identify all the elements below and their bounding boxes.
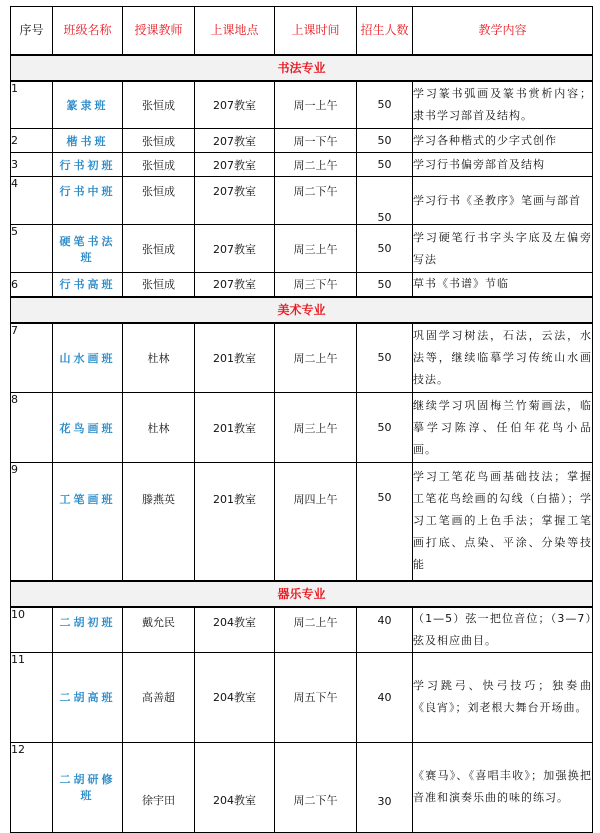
row-teacher: 张恒成: [123, 153, 195, 177]
row-class-name: 工笔画班: [53, 463, 123, 581]
row-teacher: 戴允民: [123, 607, 195, 653]
row-time: 周二上午: [275, 323, 357, 393]
section-row: [11, 581, 593, 607]
row-class-name: 行书中班: [53, 177, 123, 225]
row-location: 207教室: [195, 81, 275, 129]
row-time: 周二上午: [275, 153, 357, 177]
row-quota: 50: [357, 393, 413, 463]
section-title: 美术专业: [11, 297, 593, 323]
row-teacher: 杜林: [123, 323, 195, 393]
row-quota: 50: [357, 273, 413, 297]
row-location: 207教室: [195, 273, 275, 297]
row-time: 周一上午: [275, 81, 357, 129]
row-quota: 50: [357, 323, 413, 393]
row-content: 学习篆书弧画及篆书赏析内容；隶书学习部首及结构。: [413, 81, 593, 129]
row-quota: 50: [357, 129, 413, 153]
section-row: [11, 55, 593, 81]
row-class-name: 花鸟画班: [53, 393, 123, 463]
row-location: 207教室: [195, 225, 275, 273]
row-class-name: 行书高班: [53, 273, 123, 297]
row-teacher: 张恒成: [123, 81, 195, 129]
section-title: 器乐专业: [11, 581, 593, 607]
row-no: 4: [11, 177, 53, 225]
row-no: 6: [11, 273, 53, 297]
row-no: 11: [11, 652, 53, 742]
header-location: 上课地点: [195, 7, 275, 55]
row-content: （1—5）弦一把位音位；（3—7）弦及相应曲目。: [413, 607, 593, 653]
row-class-name: 二胡研修班: [53, 742, 123, 832]
section-row: [11, 297, 593, 323]
row-teacher: 杜林: [123, 393, 195, 463]
row-class-name: 楷书班: [53, 129, 123, 153]
row-location: 201教室: [195, 463, 275, 581]
row-no: 12: [11, 742, 53, 832]
header-class-name: 班级名称: [53, 7, 123, 55]
row-no: 5: [11, 225, 53, 273]
header-quota: 招生人数: [357, 7, 413, 55]
table-row: [11, 177, 593, 225]
row-content: 继续学习巩固梅兰竹菊画法，临摹学习陈淳、任伯年花鸟小品画。: [413, 393, 593, 463]
row-teacher: 高善超: [123, 652, 195, 742]
row-teacher: 滕燕英: [123, 463, 195, 581]
row-class-name: 硬笔书法班: [53, 225, 123, 273]
table-row: [11, 129, 593, 153]
row-class-name: 山水画班: [53, 323, 123, 393]
row-time: 周五下午: [275, 652, 357, 742]
row-content: 学习跳弓、快弓技巧；独奏曲《良宵》；刘老根大舞台开场曲。: [413, 652, 593, 742]
row-location: 201教室: [195, 323, 275, 393]
table-row: [11, 393, 593, 463]
row-class-name: 篆隶班: [53, 81, 123, 129]
header-teacher: 授课教师: [123, 7, 195, 55]
row-teacher: 张恒成: [123, 273, 195, 297]
header-row: [11, 7, 593, 55]
row-content: 《赛马》、《喜唱丰收》；加强换把音准和演奏乐曲的味的练习。: [413, 742, 593, 832]
row-location: 207教室: [195, 177, 275, 225]
header-content: 教学内容: [413, 7, 593, 55]
row-location: 204教室: [195, 652, 275, 742]
row-location: 204教室: [195, 607, 275, 653]
row-location: 207教室: [195, 153, 275, 177]
row-no: 7: [11, 323, 53, 393]
row-time: 周二下午: [275, 742, 357, 832]
row-class-name: 二胡高班: [53, 652, 123, 742]
row-content: 学习各种楷式的少字式创作: [413, 129, 593, 153]
row-quota: 50: [357, 81, 413, 129]
row-quota: 40: [357, 652, 413, 742]
row-teacher: 徐宇田: [123, 742, 195, 832]
course-schedule-table: [10, 6, 593, 833]
table-row: [11, 225, 593, 273]
row-content: 草书《书谱》节临: [413, 273, 593, 297]
table-row: [11, 81, 593, 129]
row-quota: 50: [357, 463, 413, 581]
row-time: 周一下午: [275, 129, 357, 153]
header-no: 序号: [11, 7, 53, 55]
row-time: 周三上午: [275, 225, 357, 273]
row-quota: 50: [357, 153, 413, 177]
row-no: 1: [11, 81, 53, 129]
row-content: 巩固学习树法，石法，云法，水法等，继续临摹学习传统山水画技法。: [413, 323, 593, 393]
table-row: [11, 463, 593, 581]
table-row: [11, 323, 593, 393]
row-time: 周三上午: [275, 393, 357, 463]
row-quota: 30: [357, 742, 413, 832]
header-time: 上课时间: [275, 7, 357, 55]
row-time: 周二下午: [275, 177, 357, 225]
row-no: 10: [11, 607, 53, 653]
row-class-name: 行书初班: [53, 153, 123, 177]
row-quota: 40: [357, 607, 413, 653]
row-content: 学习行书偏旁部首及结构: [413, 153, 593, 177]
row-quota: 50: [357, 225, 413, 273]
row-quota: 50: [357, 177, 413, 225]
table-row: [11, 273, 593, 297]
row-time: 周二上午: [275, 607, 357, 653]
row-location: 201教室: [195, 393, 275, 463]
row-teacher: 张恒成: [123, 177, 195, 225]
row-content: 学习工笔花鸟画基础技法；掌握工笔花鸟绘画的勾线（白描）；学习工笔画的上色手法；掌握工笔画打底、点染、平涂、分染等技能: [413, 463, 593, 581]
row-location: 207教室: [195, 129, 275, 153]
section-title: 书法专业: [11, 55, 593, 81]
table-row: [11, 607, 593, 653]
table-row: [11, 652, 593, 742]
row-time: 周三下午: [275, 273, 357, 297]
row-content: 学习硬笔行书字头字底及左偏旁写法: [413, 225, 593, 273]
row-time: 周四上午: [275, 463, 357, 581]
row-no: 3: [11, 153, 53, 177]
row-location: 204教室: [195, 742, 275, 832]
row-teacher: 张恒成: [123, 225, 195, 273]
row-content: 学习行书《圣教序》笔画与部首: [413, 177, 593, 225]
row-no: 9: [11, 463, 53, 581]
table-row: [11, 153, 593, 177]
row-class-name: 二胡初班: [53, 607, 123, 653]
table-row: [11, 742, 593, 832]
row-no: 2: [11, 129, 53, 153]
row-teacher: 张恒成: [123, 129, 195, 153]
row-no: 8: [11, 393, 53, 463]
